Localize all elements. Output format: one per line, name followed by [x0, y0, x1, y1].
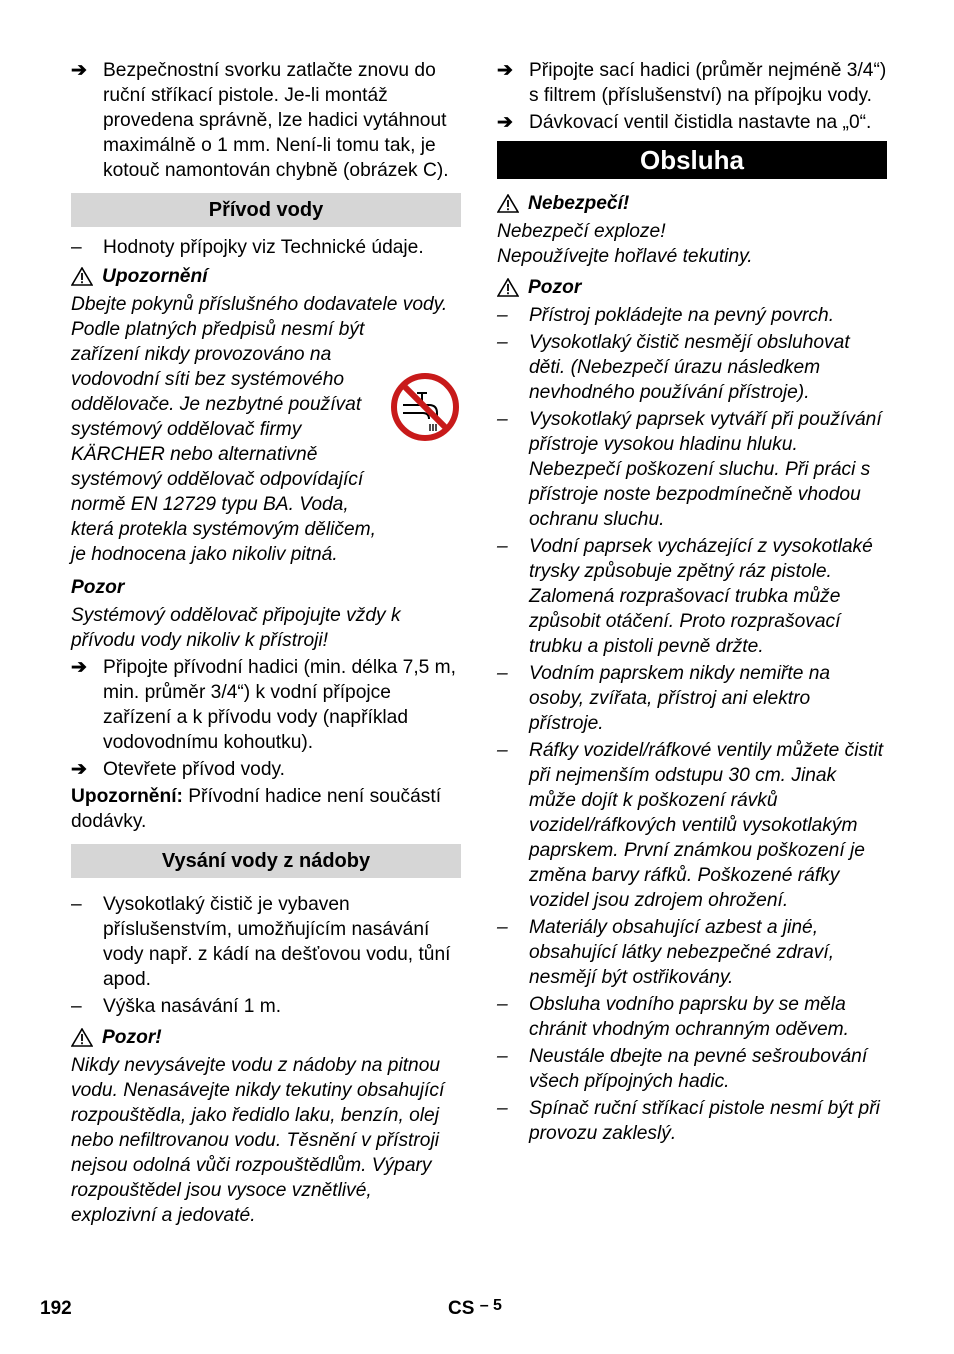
section-heading-water-supply: Přívod vody: [71, 193, 461, 227]
warning-heading: [71, 1025, 461, 1050]
dash-icon: –: [71, 237, 82, 258]
list-item-text: Obsluha vodního paprsku by se měla chránit vhodným ochranným oděvem.: [529, 994, 849, 1040]
list-item-text: Neustále dbejte na pevné sešroubování všech přípojných hadic.: [529, 1046, 868, 1092]
instruction-step: [71, 58, 461, 183]
section-page: 5: [493, 1297, 502, 1314]
arrow-icon: ➔: [497, 60, 514, 81]
warning-triangle-icon: [71, 1028, 93, 1047]
footer-separator: [480, 1297, 502, 1314]
list-item-text: Vysokotlaký čistič nesmějí obsluhovat děti. (Nebezpečí úrazu následkem nevhodného používání přístroje).: [529, 332, 850, 403]
dash-icon: –: [497, 409, 508, 430]
warning-text: Podle platných předpisů nesmí být zařízení nikdy provozováno na vodovodní síti bez systémového oddělovače. Je nezbytné používat systémový oddělovač firmy KÄRCHER nebo alternativně systémový oddělovač odpovídající normě EN 12729 typu BA. Voda, která protekla systémovým děličem, je hodnocena jako nikoliv pitná.: [71, 319, 376, 565]
caution-list-item: [497, 661, 887, 736]
list-item-text: Materiály obsahující azbest a jiné, obsahující látky nebezpečné zdraví, nesmějí být ostřikovány.: [529, 917, 835, 988]
caution-list-item: [497, 303, 887, 328]
list-item-text: Vodní paprsek vycházející z vysokotlaké trysky způsobuje zpětný ráz pistole. Zalomená rozprašovací trubka může způsobit otáčení. Proto rozprašovací trubku a pistoli pevně držte.: [529, 536, 873, 657]
dash-icon: –: [497, 332, 508, 353]
language-code: CS: [448, 1298, 475, 1319]
warning-triangle-icon: [497, 194, 519, 213]
dash-icon: –: [497, 917, 508, 938]
dash-icon: –: [497, 305, 508, 326]
instruction-step: [497, 110, 887, 135]
list-item-text: Spínač ruční stříkací pistole nesmí být při provozu zakleslý.: [529, 1098, 880, 1144]
warning-text: Nikdy nevysávejte vodu z nádoby na pitnou vodu. Nenasávejte nikdy tekutiny obsahující rozpouštědla, jako ředidlo laku, benzín, olej nebo nefiltrovanou vodu. Těsnění v přístroji nejsou odolná vůči rozpouštědlům. Výpary rozpouštědel jsou vysoce vznětlivé, explozivní a jedovaté.: [71, 1055, 445, 1226]
arrow-icon: ➔: [71, 60, 88, 81]
caution-title: Pozor: [71, 577, 125, 598]
step-text: Dávkovací ventil čistidla nastavte na „0“.: [529, 112, 872, 133]
section-heading-operation: Obsluha: [497, 141, 887, 179]
instruction-step: [497, 58, 887, 108]
caution-title: Pozor: [528, 277, 582, 298]
section-heading-suction: Vysání vody z nádoby: [71, 844, 461, 878]
footer-section-label: [448, 1296, 502, 1322]
dash-icon: –: [497, 740, 508, 761]
warning-title: Pozor!: [102, 1027, 162, 1048]
warning-triangle-icon: [71, 267, 93, 286]
caution-heading: [71, 575, 461, 600]
warning-triangle-icon: [497, 278, 519, 297]
list-item-text: Vodním paprskem nikdy nemiřte na osoby, zvířata, přístroj ani elektro přístroje.: [529, 663, 831, 734]
list-item-text: Přístroj pokládejte na pevný povrch.: [529, 305, 835, 326]
dash-icon: –: [497, 536, 508, 557]
caution-list-item: [497, 915, 887, 990]
danger-title: Nebezpečí!: [528, 193, 630, 214]
dash-icon: –: [497, 1046, 508, 1067]
warning-text: Dbejte pokynů příslušného dodavatele vody.: [71, 294, 448, 315]
separator-dash: –: [479, 1297, 489, 1314]
dash-icon: –: [497, 1098, 508, 1119]
danger-text: Nepoužívejte hořlavé tekutiny.: [497, 246, 753, 267]
arrow-icon: ➔: [71, 657, 88, 678]
instruction-step: [71, 655, 461, 755]
danger-heading: [497, 191, 887, 216]
list-item-text: Výška nasávání 1 m.: [103, 996, 282, 1017]
note-label: Upozornění:: [71, 786, 183, 807]
list-item-text: Ráfky vozidel/ráfkové ventily můžete čistit při nejmenším odstupu 30 cm. Jinak může dojít k poškození rávků vozidel/ráfkových ventilů vysokotlakým paprskem. První známkou poškození je změna barvy ráfků. Poškozené ráfky vozidel jsou zdrojem ohrožení.: [529, 740, 884, 911]
arrow-icon: ➔: [71, 759, 88, 780]
warning-heading: [71, 264, 461, 289]
note-paragraph: [71, 784, 461, 834]
caution-text: Systémový oddělovač připojujte vždy k přívodu vody nikoliv k přístroji!: [71, 605, 401, 651]
list-item-text: Vysokotlaký paprsek vytváří při používání přístroje vysokou hladinu hluku. Nebezpečí poškození sluchu. Při práci s přístroje noste bezpodmínečně vhodou ochranu sluchu.: [529, 409, 882, 530]
caution-list-item: [497, 738, 887, 913]
caution-heading: [497, 275, 887, 300]
step-text: Bezpečnostní svorku zatlačte znovu do ruční stříkací pistole. Je-li montáž provedena správně, lze hadici vytáhnout maximálně o 1 mm. Není-li tomu tak, je kotouč namontován chybně (obrázek C).: [103, 60, 449, 181]
left-column: [71, 58, 461, 1228]
step-text: Připojte přívodní hadici (min. délka 7,5 m, min. průměr 3/4“) k vodní přípojce zařízení a k přívodu vody (například vodovodnímu kohoutku).: [103, 657, 457, 753]
caution-list-item: [497, 1044, 887, 1094]
page-number: 192: [40, 1298, 72, 1319]
arrow-icon: ➔: [497, 112, 514, 133]
right-column: [497, 58, 887, 1146]
warning-title: Upozornění: [102, 266, 208, 287]
danger-text: Nebezpečí exploze!: [497, 221, 666, 242]
instruction-step: [71, 757, 461, 782]
list-item: [71, 994, 461, 1019]
caution-list-item: [497, 992, 887, 1042]
caution-list-item: [497, 534, 887, 659]
step-text: Otevřete přívod vody.: [103, 759, 286, 780]
caution-list-item: [497, 407, 887, 532]
list-item-text: Hodnoty přípojky viz Technické údaje.: [103, 237, 424, 258]
list-item: [71, 892, 461, 992]
note-text: Přívodní hadice není součástí dodávky.: [71, 786, 442, 832]
dash-icon: –: [497, 663, 508, 684]
dash-icon: –: [71, 996, 82, 1017]
caution-list-item: [497, 330, 887, 405]
no-drinking-water-icon: [389, 371, 461, 443]
list-item-text: Vysokotlaký čistič je vybaven příslušenstvím, umožňujícím nasávání vody např. z kádí na dešťovou vodu, tůní apod.: [103, 894, 451, 990]
step-text: Připojte sací hadici (průměr nejméně 3/4“) s filtrem (příslušenství) na přípojku vody.: [529, 60, 887, 106]
dash-icon: –: [71, 894, 82, 915]
caution-list-item: [497, 1096, 887, 1146]
dash-icon: –: [497, 994, 508, 1015]
list-item: [71, 235, 461, 260]
